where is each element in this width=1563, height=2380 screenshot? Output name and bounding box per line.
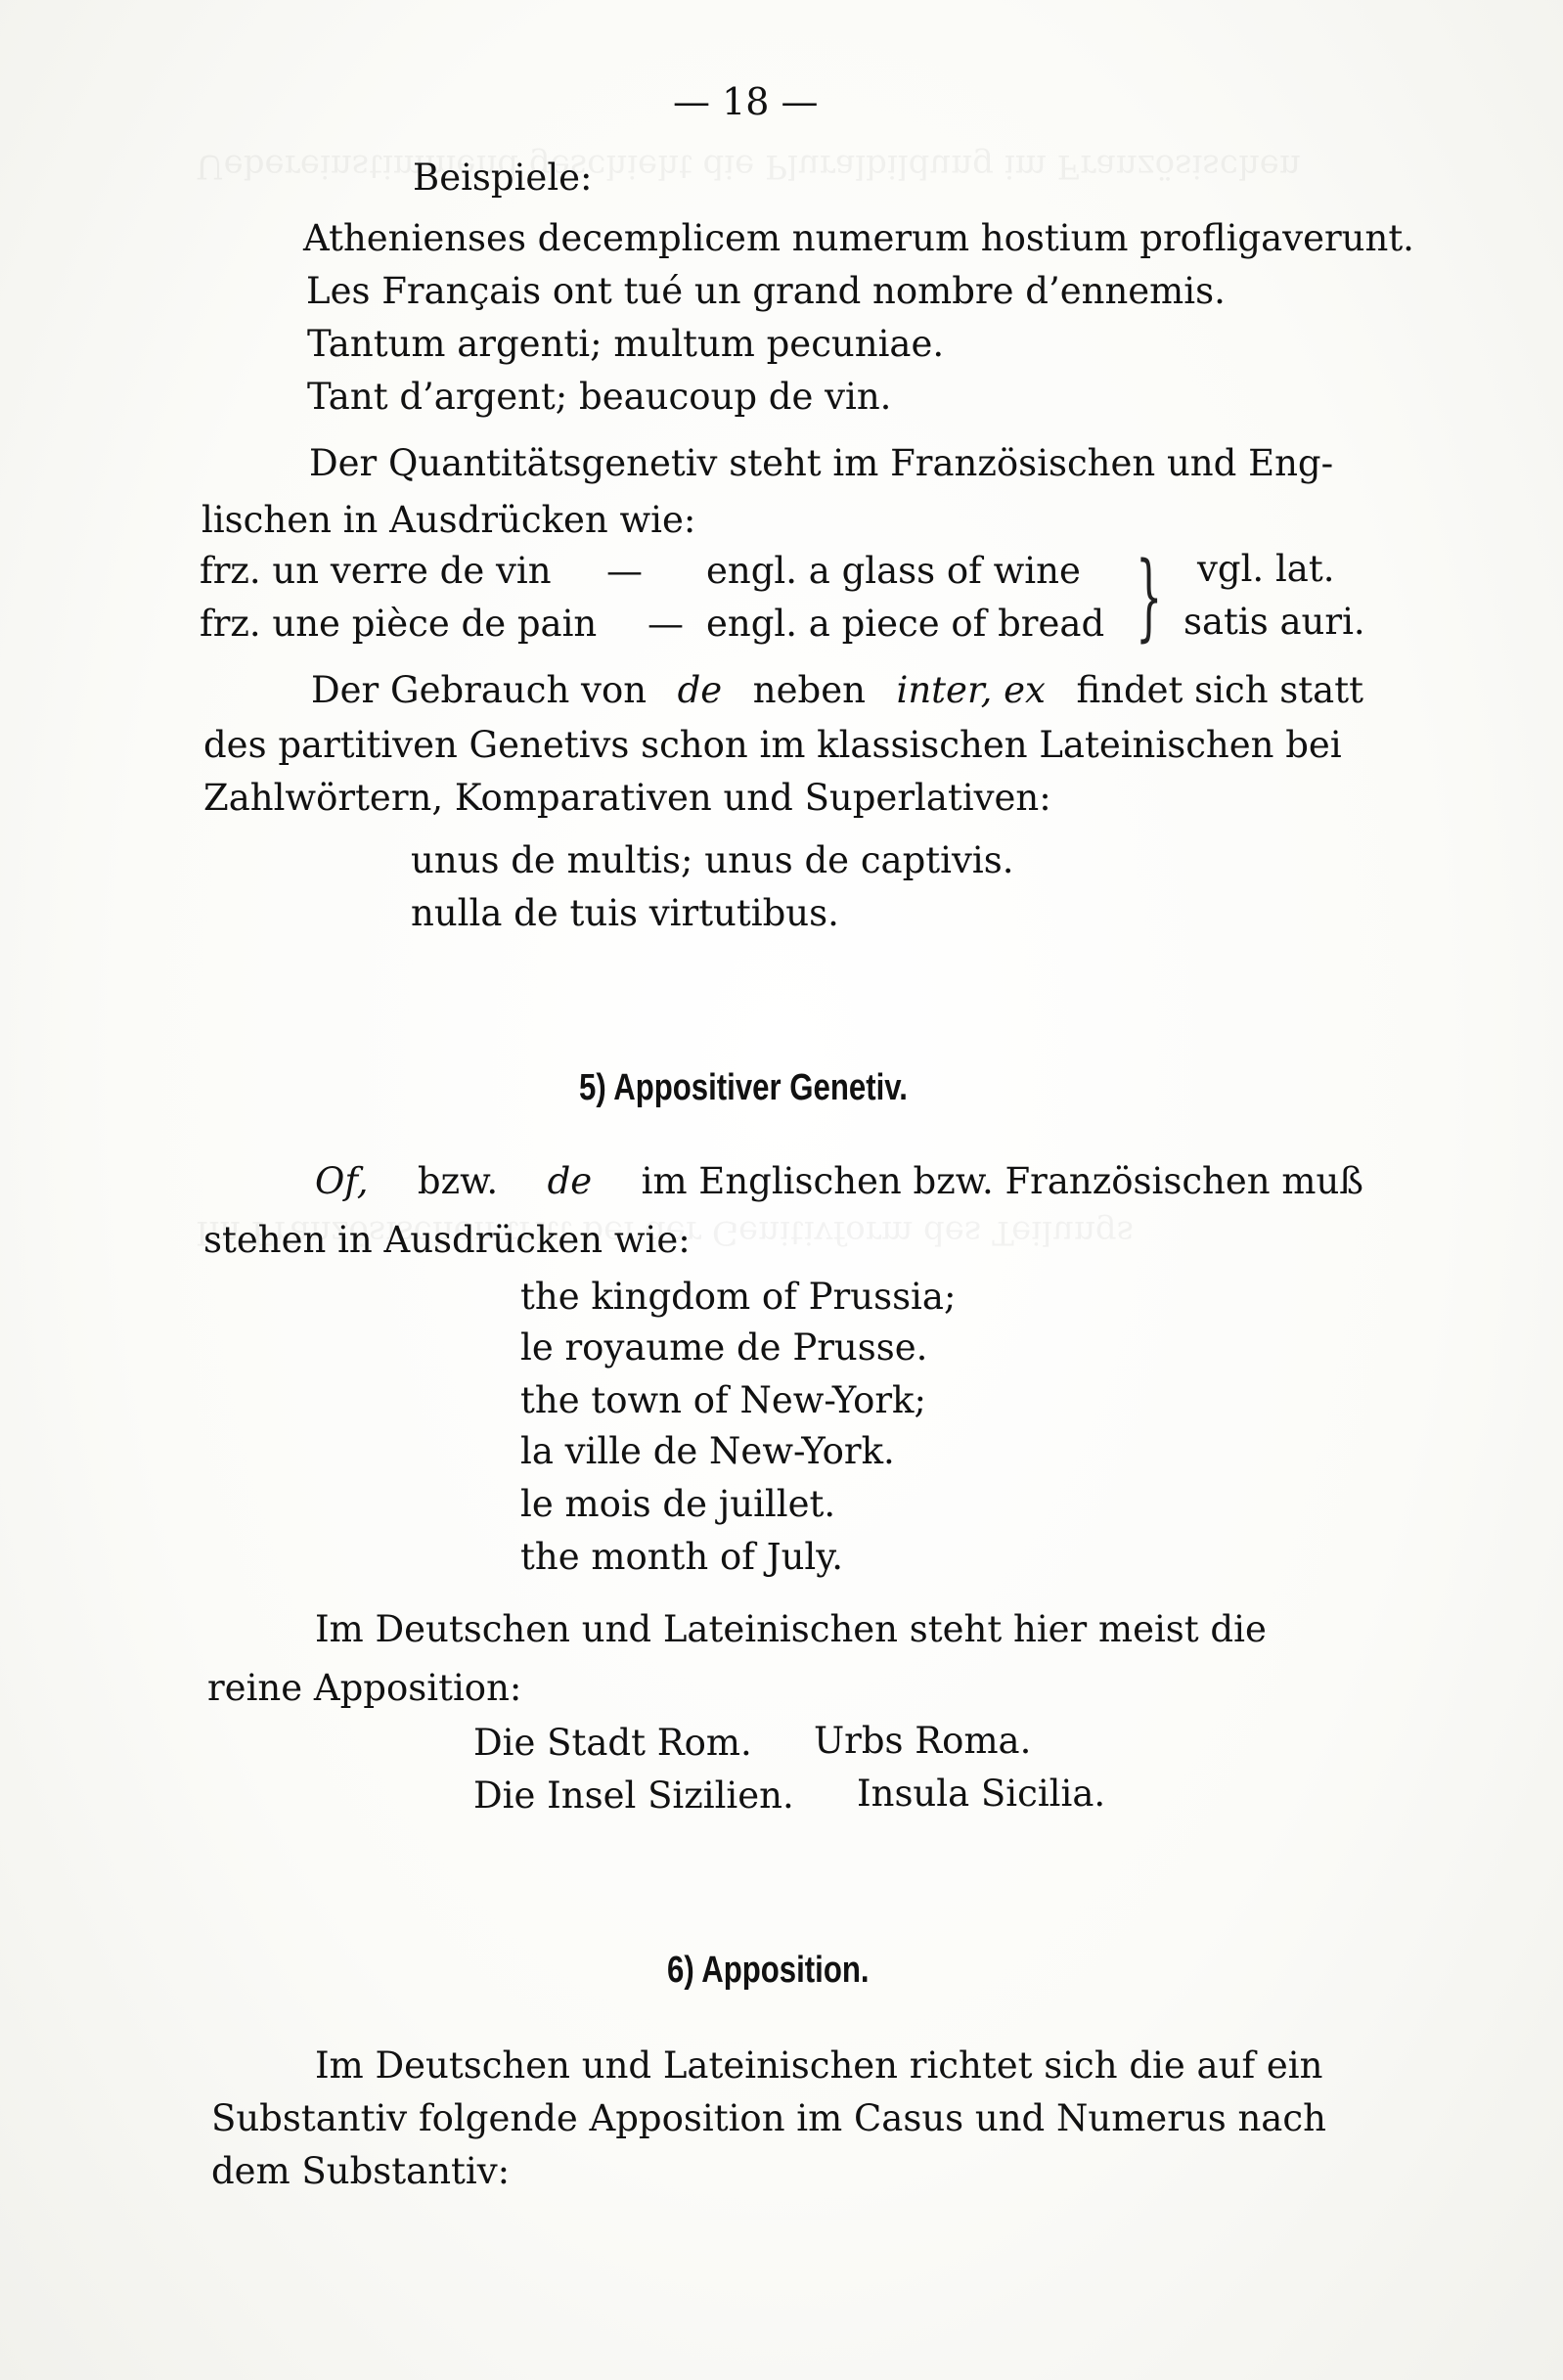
section-heading-6: 6) Apposition.	[667, 1950, 870, 1991]
of-example: the kingdom of Prussia;	[520, 1276, 957, 1318]
engl-example: engl. a piece of bread	[706, 603, 1105, 645]
of-example: the month of July.	[520, 1536, 843, 1578]
page-number: — 18 —	[673, 80, 819, 123]
apposition-de: Die Insel Sizilien.	[473, 1774, 794, 1817]
example-line: Tantum argenti; multum pecuniae.	[307, 323, 945, 365]
paragraph-line: Der Gebrauch von de neben inter, ex findet sich statt	[311, 669, 1363, 711]
example-line: Tant d’argent; beaucoup de vin.	[307, 376, 892, 418]
paragraph-line: des partitiven Genetivs schon im klassischen Lateinischen bei	[203, 724, 1342, 766]
paragraph-line: stehen in Ausdrücken wie:	[203, 1219, 691, 1261]
apposition-lat: Insula Sicilia.	[857, 1773, 1106, 1815]
paragraph-line: Im Deutschen und Lateinischen richtet sich die auf ein	[315, 2044, 1323, 2087]
paragraph-line: Zahlwörtern, Komparativen und Superlativen:	[203, 777, 1051, 819]
latin-example: unus de multis; unus de captivis.	[411, 839, 1014, 881]
show-through	[196, 147, 1301, 186]
lat-reference: vgl. lat.	[1197, 548, 1335, 590]
dash: —	[606, 550, 643, 592]
paragraph-line: Der Quantitätsgenetiv steht im Französischen und Eng-	[309, 442, 1334, 484]
lat-reference: satis auri.	[1183, 601, 1365, 643]
paragraph-line: reine Apposition:	[207, 1667, 522, 1709]
of-example: le royaume de Prusse.	[520, 1326, 928, 1369]
engl-example: engl. a glass of wine	[706, 550, 1081, 592]
paragraph-line: Im Deutschen und Lateinischen steht hier meist die	[315, 1608, 1267, 1650]
example-line: Les Français ont tué un grand nombre d’ennemis.	[306, 270, 1226, 312]
of-example: the town of New-York;	[520, 1379, 926, 1421]
dash: —	[648, 603, 684, 645]
paragraph-line: Of, bzw. de im Englischen bzw. Französischen muß	[315, 1160, 1363, 1202]
frz-example: frz. une pièce de pain	[200, 603, 598, 645]
apposition-lat: Urbs Roma.	[814, 1720, 1032, 1762]
paragraph-line: lischen in Ausdrücken wie:	[201, 499, 696, 541]
paragraph-line: dem Substantiv:	[211, 2150, 511, 2192]
examples-label: Beispiele:	[413, 157, 593, 199]
frz-example: frz. un verre de vin	[200, 550, 552, 592]
latin-example: nulla de tuis virtutibus.	[411, 892, 839, 934]
apposition-de: Die Stadt Rom.	[473, 1722, 752, 1764]
section-heading-5: 5) Appositiver Genetiv.	[579, 1067, 908, 1108]
paragraph-line: Substantiv folgende Apposition im Casus und Numerus nach	[211, 2097, 1326, 2139]
example-line: Athenienses decemplicem numerum hostium profligaverunt.	[303, 217, 1414, 259]
brace: }	[1136, 542, 1163, 651]
of-example: la ville de New-York.	[520, 1430, 895, 1472]
of-example: le mois de juillet.	[520, 1483, 836, 1525]
